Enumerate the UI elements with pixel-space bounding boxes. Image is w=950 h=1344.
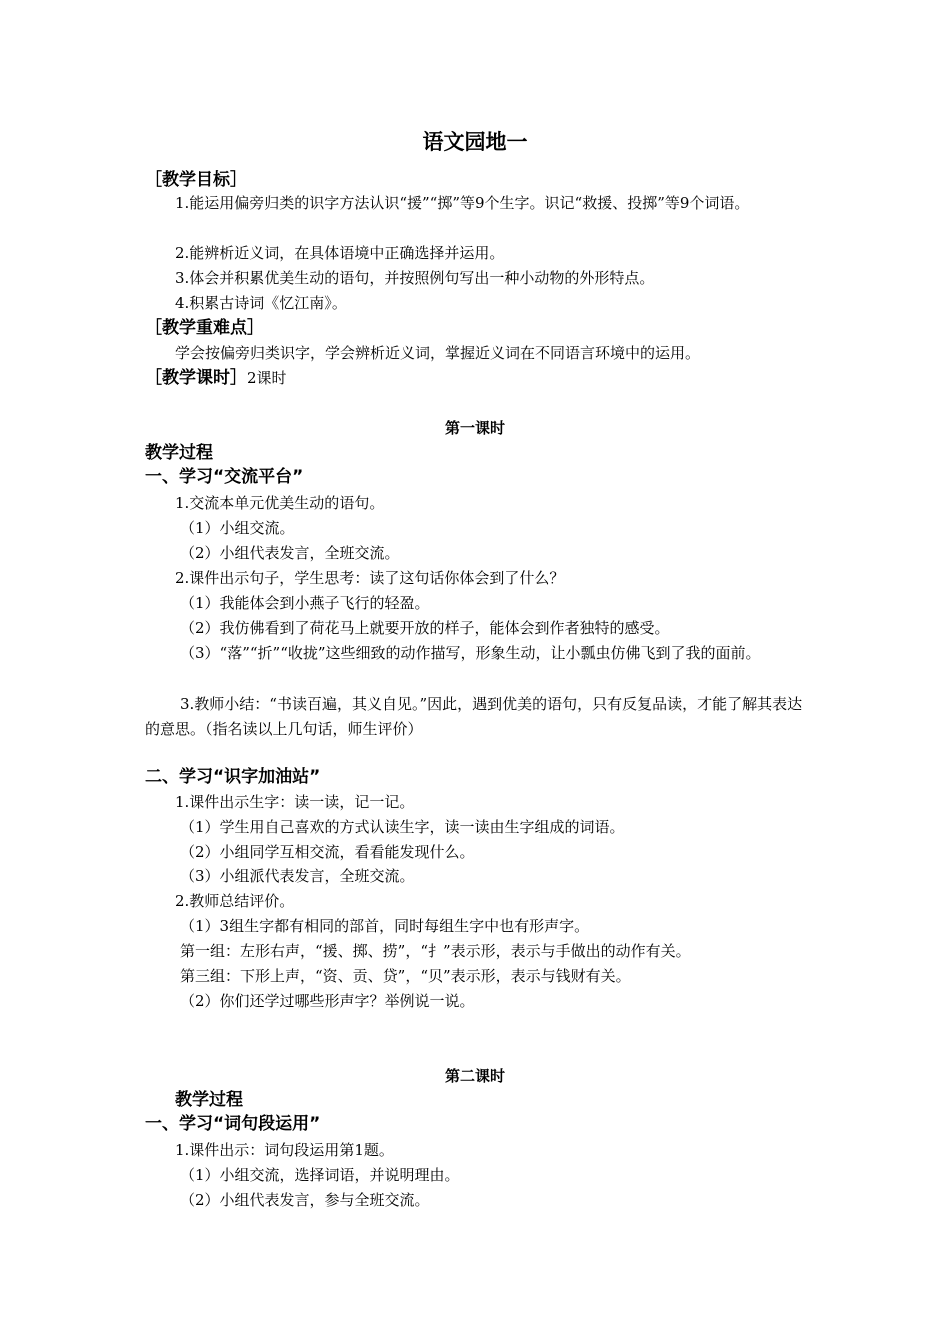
lesson1-part1-line: （1）小组交流。: [180, 519, 295, 537]
keypoints-heading: ［教学重难点］: [145, 318, 264, 338]
lesson1-part2-line: （2）你们还学过哪些形声字？举例说一说。: [180, 992, 475, 1010]
objective-item: 2.能辨析近义词，在具体语境中正确选择并运用。: [175, 244, 505, 262]
objective-item: 1.能运用偏旁归类的识字方法认识“援”“掷”等9个生字。识记“救援、投掷”等9个词语。: [175, 194, 750, 212]
lesson1-part2-heading: 二、学习“识字加油站”: [145, 767, 321, 787]
lesson1-part1-line: 3.教师小结：“书读百遍，其义自见。”因此，遇到优美的语句，只有反复品读，才能了解其表达的意思。（指名读以上几句话，师生评价）: [145, 695, 803, 738]
objectives-heading: ［教学目标］: [145, 170, 247, 190]
lesson2-part1-line: 1.课件出示：词句段运用第1题。: [175, 1141, 394, 1159]
lesson1-part2-line: （3）小组派代表发言，全班交流。: [180, 867, 415, 885]
hours-heading: ［教学课时］: [145, 368, 247, 388]
lesson1-part1-line: （3）“落”“折”“收拢”这些细致的动作描写，形象生动，让小瓢虫仿佛飞到了我的面前。: [180, 644, 761, 662]
objective-item: 4.积累古诗词《忆江南》。: [175, 294, 347, 312]
lesson1-part2-line: 第一组：左形右声，“援、掷、捞”，“扌”表示形，表示与手做出的动作有关。: [180, 942, 691, 960]
lesson2-part1-heading: 一、学习“词句段运用”: [145, 1114, 321, 1134]
lesson1-part1-line: 2.课件出示句子，学生思考：读了这句话你体会到了什么？: [175, 569, 565, 587]
lesson1-part1-heading: 一、学习“交流平台”: [145, 467, 304, 487]
lesson2-part1-line: （2）小组代表发言，参与全班交流。: [180, 1191, 430, 1209]
lesson1-part1-line: 1.交流本单元优美生动的语句。: [175, 494, 385, 512]
lesson1-part2-line: 第三组：下形上声，“资、贡、贷”，“贝”表示形，表示与钱财有关。: [180, 967, 631, 985]
lesson1-part2-line: （2）小组同学互相交流，看看能发现什么。: [180, 843, 475, 861]
lesson1-heading: 第一课时: [444, 419, 505, 437]
hours-value: 2课时: [247, 369, 287, 387]
objective-item: 3.体会并积累优美生动的语句，并按照例句写出一种小动物的外形特点。: [175, 269, 655, 287]
hours-line: [145, 368, 810, 388]
lesson1-part2-line: 2.教师总结评价。: [175, 892, 295, 910]
lesson1-part2-line: （1）学生用自己喜欢的方式认读生字，读一读由生字组成的词语。: [180, 818, 625, 836]
lesson1-part1-line: （1）我能体会到小燕子飞行的轻盈。: [180, 594, 430, 612]
lesson1-part2-line: （1）3组生字都有相同的部首，同时每组生字中也有形声字。: [180, 917, 590, 935]
keypoints-text: 学会按偏旁归类识字，学会辨析近义词，掌握近义词在不同语言环境中的运用。: [175, 344, 701, 362]
page-title: 语文园地一: [422, 130, 528, 154]
lesson1-part1-line: （2）我仿佛看到了荷花马上就要开放的样子，能体会到作者独特的感受。: [180, 619, 670, 637]
lesson1-part2-line: 1.课件出示生字：读一读，记一记。: [175, 793, 415, 811]
lesson1-process: 教学过程: [145, 443, 213, 463]
lesson2-process: 教学过程: [175, 1090, 243, 1110]
lesson2-heading: 第二课时: [444, 1067, 505, 1085]
lesson1-part1-line: （2）小组代表发言，全班交流。: [180, 544, 400, 562]
lesson2-part1-line: （1）小组交流，选择词语，并说明理由。: [180, 1166, 460, 1184]
